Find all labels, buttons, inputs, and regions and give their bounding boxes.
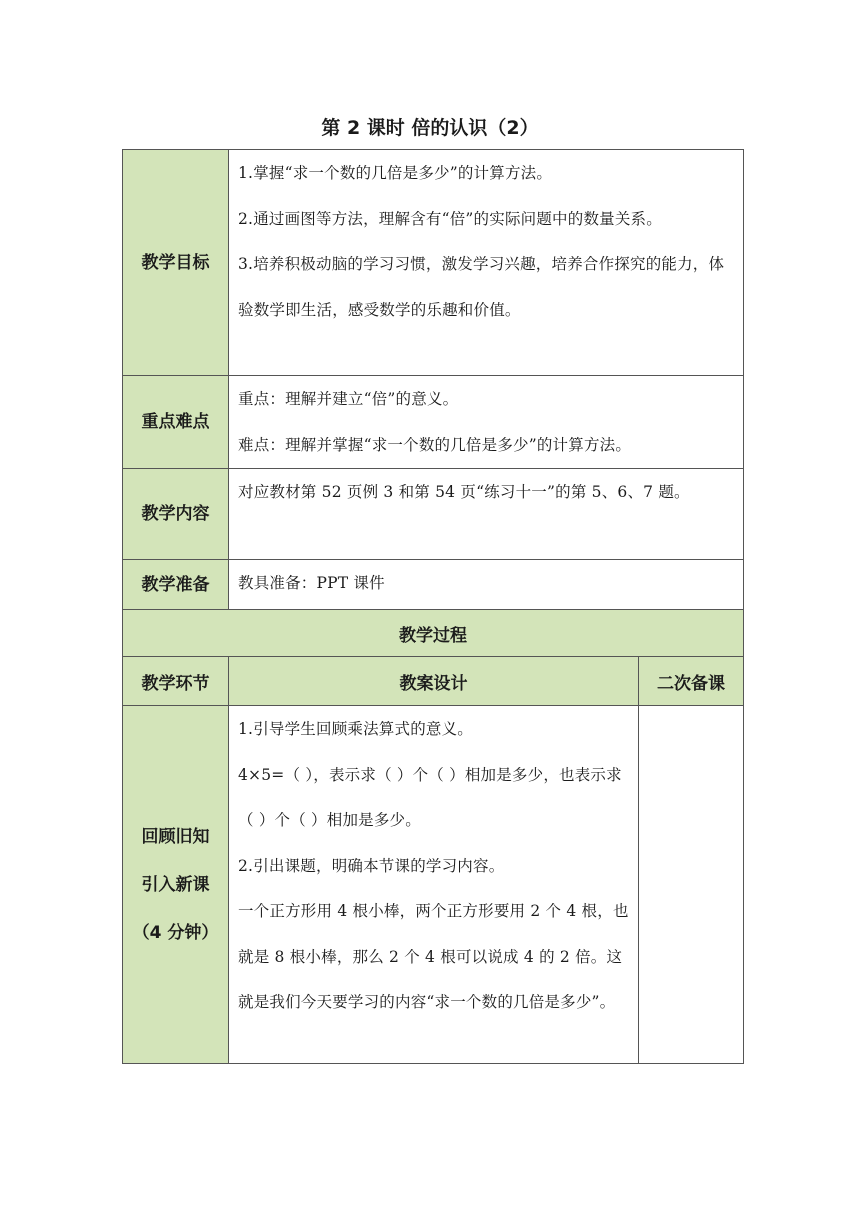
segment-line-1: 1.引导学生回顾乘法算式的意义。 xyxy=(238,720,473,738)
goals-line-1: 1.掌握“求一个数的几倍是多少”的计算方法。 xyxy=(238,164,553,182)
process-heading: 教学过程 xyxy=(123,610,744,657)
preparation-row xyxy=(123,560,744,610)
content-row xyxy=(123,469,744,560)
col-header-design: 教案设计 xyxy=(229,657,639,706)
preparation-label: 教学准备 xyxy=(123,560,229,610)
segment-line-2: 4×5=（ ），表示求（ ）个（ ）相加是多少，也表示求（ ）个（ ）相加是多少。 xyxy=(238,765,622,829)
goals-line-2: 2.通过画图等方法，理解含有“倍”的实际问题中的数量关系。 xyxy=(238,209,662,228)
lesson-plan-table xyxy=(122,149,744,1064)
difficult-point-line: 难点：理解并掌握“求一个数的几倍是多少”的计算方法。 xyxy=(238,435,632,454)
segment-label xyxy=(123,706,229,1064)
goals-label: 教学目标 xyxy=(123,150,229,376)
process-heading-row xyxy=(123,610,744,657)
goals-line-3: 3.培养积极动脑的学习习惯，激发学习兴趣，培养合作探究的能力，体验数学即生活，感受数学的乐趣和价值。 xyxy=(238,255,725,319)
col-header-stage: 教学环节 xyxy=(123,657,229,706)
content-label: 教学内容 xyxy=(123,469,229,560)
goals-content xyxy=(229,150,744,376)
segment-label-line-3: （4 分钟） xyxy=(132,922,219,943)
key-point-line: 重点：理解并建立“倍”的意义。 xyxy=(238,390,459,408)
segment-line-4: 一个正方形用 4 根小棒，两个正方形要用 2 个 4 根，也就是 8 根小棒，那么 2 个 4 根可以说成 4 的 2 倍。这就是我们今天要学习的内容“求一个数的几倍是多少”。 xyxy=(238,902,629,1011)
segment-row xyxy=(123,706,744,1064)
segment-notes xyxy=(639,706,744,1064)
segment-label-line-2: 引入新课 xyxy=(141,874,210,895)
content-line: 对应教材第 52 页例 3 和第 54 页“练习十一”的第 5、6、7 题。 xyxy=(238,483,690,501)
preparation-text xyxy=(229,560,744,610)
key-points-content xyxy=(229,376,744,469)
page-title: 第 2 课时 倍的认识（2） xyxy=(321,117,539,139)
goals-row xyxy=(123,150,744,376)
content-text xyxy=(229,469,744,560)
col-header-revision: 二次备课 xyxy=(639,657,744,706)
key-points-row xyxy=(123,376,744,469)
key-points-label: 重点难点 xyxy=(123,376,229,469)
segment-label-line-1: 回顾旧知 xyxy=(141,826,210,847)
segment-line-3: 2.引出课题，明确本节课的学习内容。 xyxy=(238,856,505,875)
preparation-line: 教具准备：PPT 课件 xyxy=(238,574,385,592)
segment-design xyxy=(229,706,639,1064)
column-header-row xyxy=(123,657,744,706)
